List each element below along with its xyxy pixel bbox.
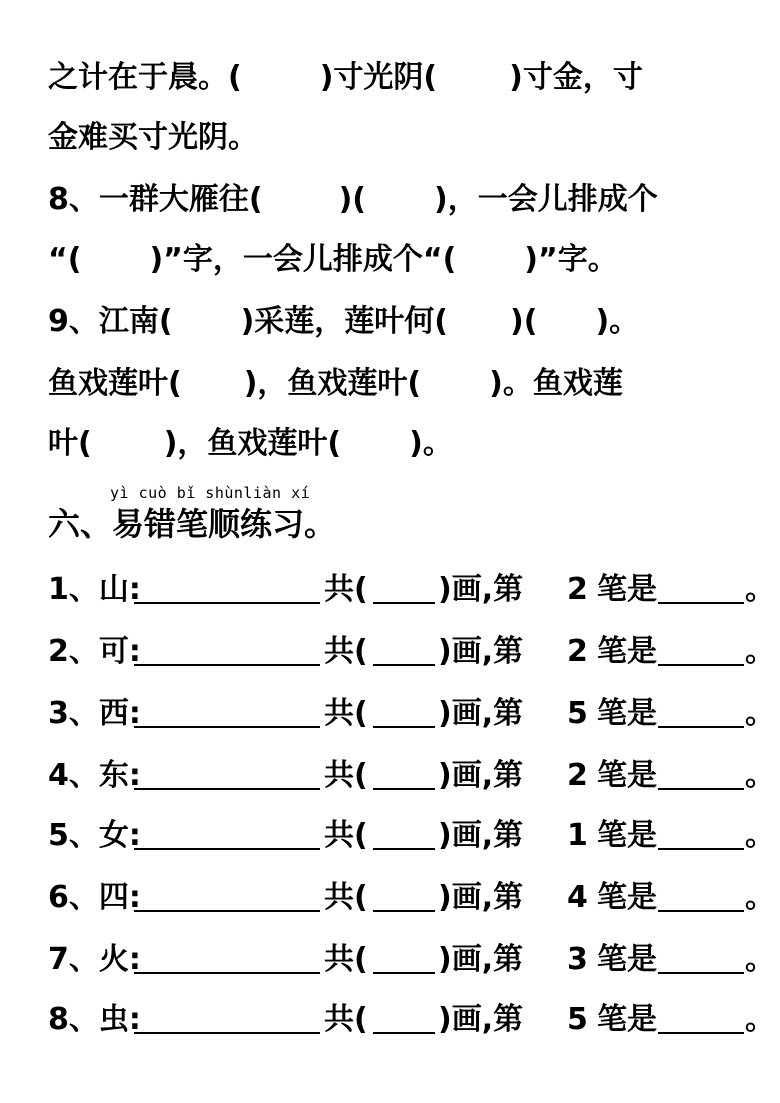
stroke-answer-line[interactable] (134, 848, 320, 850)
stroke-answer-line[interactable] (134, 726, 320, 728)
total-label: 共( (324, 758, 368, 793)
mid-label: )画,第 (438, 880, 524, 915)
row-label: 3、西: (48, 696, 141, 731)
stroke-answer-line[interactable] (658, 848, 744, 850)
stroke-number: 3 (567, 942, 588, 977)
poem-text: )，鱼戏莲叶( (243, 366, 422, 401)
stroke-answer-line[interactable] (134, 664, 320, 666)
tail-label: 笔是 (597, 758, 657, 793)
count-blank[interactable] (373, 788, 435, 790)
total-label: 共( (324, 942, 368, 977)
mid-label: )画,第 (438, 758, 524, 793)
poem-line-6 (48, 364, 623, 404)
row-label: 5、女: (48, 818, 141, 853)
poem-text: )，鱼戏莲叶( (163, 426, 342, 461)
poem-line-3 (48, 180, 658, 220)
poem-text: )。 (409, 426, 453, 461)
row-end: 。 (745, 942, 775, 977)
mid-label: )画,第 (438, 696, 524, 731)
stroke-row (48, 692, 775, 736)
stroke-answer-line[interactable] (658, 910, 744, 912)
row-label: 1、山: (48, 572, 141, 607)
stroke-row (48, 998, 775, 1042)
poem-text: )寸金，寸 (509, 60, 643, 95)
stroke-number: 1 (567, 818, 588, 853)
stroke-row (48, 814, 775, 858)
mid-label: )画,第 (438, 1002, 524, 1037)
count-blank[interactable] (373, 1032, 435, 1034)
row-end: 。 (745, 880, 775, 915)
tail-label: 笔是 (597, 818, 657, 853)
poem-text: )( (338, 182, 367, 217)
tail-label: 笔是 (597, 572, 657, 607)
poem-text: 鱼戏莲叶( (48, 366, 182, 401)
mid-label: )画,第 (438, 572, 524, 607)
stroke-number: 5 (567, 696, 588, 731)
stroke-answer-line[interactable] (658, 664, 744, 666)
row-label: 6、四: (48, 880, 141, 915)
row-end: 。 (745, 696, 775, 731)
poem-line-4 (48, 240, 618, 280)
poem-text: )。鱼戏莲 (489, 366, 623, 401)
row-end: 。 (745, 634, 775, 669)
stroke-row (48, 876, 775, 920)
total-label: 共( (324, 880, 368, 915)
count-blank[interactable] (373, 726, 435, 728)
poem-line-7 (48, 424, 453, 464)
stroke-row (48, 568, 775, 612)
count-blank[interactable] (373, 848, 435, 850)
count-blank[interactable] (373, 972, 435, 974)
row-label: 2、可: (48, 634, 141, 669)
total-label: 共( (324, 818, 368, 853)
mid-label: )画,第 (438, 634, 524, 669)
total-label: 共( (324, 634, 368, 669)
stroke-answer-line[interactable] (658, 1032, 744, 1034)
tail-label: 笔是 (597, 880, 657, 915)
count-blank[interactable] (373, 910, 435, 912)
total-label: 共( (324, 1002, 368, 1037)
stroke-answer-line[interactable] (658, 972, 744, 974)
stroke-number: 4 (567, 880, 588, 915)
stroke-answer-line[interactable] (134, 602, 320, 604)
poem-text: )，一会儿排成个 (434, 182, 658, 217)
poem-text: 8、一群大雁往( (48, 182, 263, 217)
stroke-number: 2 (567, 758, 588, 793)
stroke-row (48, 630, 775, 674)
mid-label: )画,第 (438, 942, 524, 977)
poem-line-2 (48, 118, 258, 158)
poem-text: )( (510, 304, 538, 339)
stroke-row (48, 754, 775, 798)
stroke-answer-line[interactable] (658, 602, 744, 604)
stroke-number: 2 (567, 572, 588, 607)
stroke-answer-line[interactable] (134, 972, 320, 974)
total-label: 共( (324, 696, 368, 731)
count-blank[interactable] (373, 664, 435, 666)
count-blank[interactable] (373, 602, 435, 604)
poem-text: 金难买寸光阴。 (48, 120, 258, 155)
poem-text: “( (48, 242, 82, 277)
stroke-number: 5 (567, 1002, 588, 1037)
mid-label: )画,第 (438, 818, 524, 853)
row-end: 。 (745, 572, 775, 607)
stroke-answer-line[interactable] (134, 788, 320, 790)
poem-text: )寸光阴( (319, 60, 438, 95)
poem-text: 之计在于晨。( (48, 60, 242, 95)
row-label: 7、火: (48, 942, 141, 977)
section-title: 六、易错笔顺练习。 (48, 505, 337, 543)
row-end: 。 (745, 818, 775, 853)
poem-text: )”字。 (524, 242, 618, 277)
poem-line-5 (48, 302, 639, 342)
stroke-answer-line[interactable] (134, 910, 320, 912)
poem-line-1 (48, 58, 643, 98)
poem-text: 9、江南( (48, 304, 173, 339)
tail-label: 笔是 (597, 942, 657, 977)
poem-text: 叶( (48, 426, 92, 461)
stroke-number: 2 (567, 634, 588, 669)
row-label: 8、虫: (48, 1002, 141, 1037)
row-label: 4、东: (48, 758, 141, 793)
tail-label: 笔是 (597, 634, 657, 669)
row-end: 。 (745, 758, 775, 793)
tail-label: 笔是 (597, 696, 657, 731)
section-pinyin: yì cuò bǐ shùnliàn xí (110, 484, 311, 502)
row-end: 。 (745, 1002, 775, 1037)
poem-text: )”字，一会儿排成个“( (149, 242, 457, 277)
stroke-row (48, 938, 775, 982)
total-label: 共( (324, 572, 368, 607)
poem-text: )。 (595, 304, 640, 339)
stroke-answer-line[interactable] (134, 1032, 320, 1034)
stroke-answer-line[interactable] (658, 788, 744, 790)
stroke-answer-line[interactable] (658, 726, 744, 728)
poem-text: )采莲，莲叶何( (240, 304, 449, 339)
tail-label: 笔是 (597, 1002, 657, 1037)
